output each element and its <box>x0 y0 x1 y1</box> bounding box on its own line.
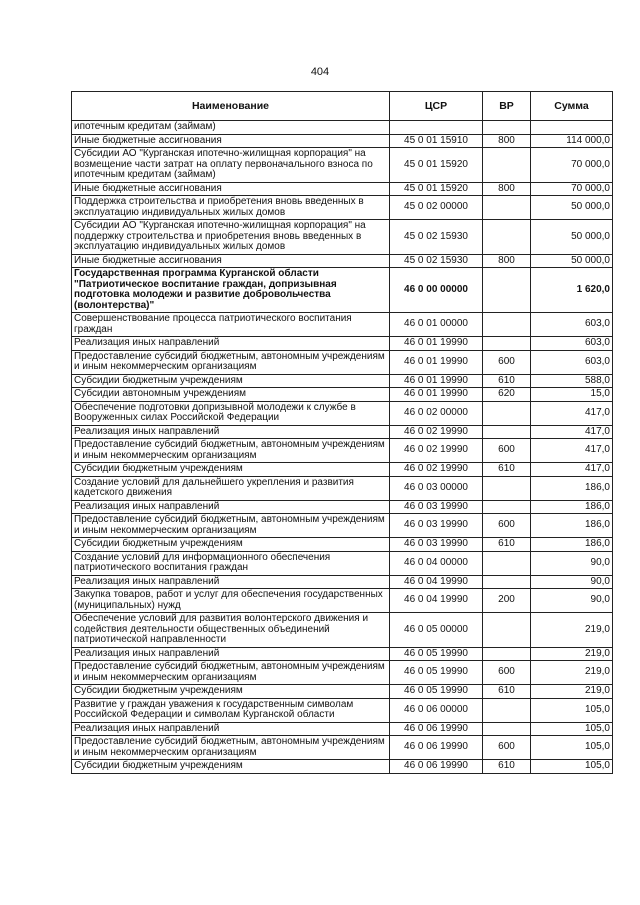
cell-sum: 186,0 <box>531 514 613 538</box>
cell-csr: 46 0 03 00000 <box>390 476 483 500</box>
table-row <box>72 350 613 374</box>
cell-vr: 610 <box>483 374 531 388</box>
cell-name: Иные бюджетные ассигнования <box>72 254 390 268</box>
cell-vr <box>483 337 531 351</box>
table-row <box>72 439 613 463</box>
cell-sum: 50 000,0 <box>531 196 613 220</box>
cell-sum: 186,0 <box>531 538 613 552</box>
table-row <box>72 613 613 648</box>
cell-name: Создание условий для дальнейшего укрепления и развития кадетского движения <box>72 476 390 500</box>
page-number: 404 <box>310 66 330 78</box>
cell-vr: 610 <box>483 538 531 552</box>
cell-name: Субсидии АО "Курганская ипотечно-жилищная корпорация" на поддержку строительства и приобретения вновь введенных в эксплуатацию индивидуальных жилых домов <box>72 220 390 255</box>
cell-sum: 186,0 <box>531 500 613 514</box>
table-row <box>72 313 613 337</box>
cell-sum: 603,0 <box>531 337 613 351</box>
cell-sum: 417,0 <box>531 425 613 439</box>
cell-vr: 610 <box>483 463 531 477</box>
table-row <box>72 476 613 500</box>
cell-sum: 105,0 <box>531 760 613 774</box>
cell-vr <box>483 575 531 589</box>
cell-sum: 90,0 <box>531 575 613 589</box>
cell-csr: 46 0 03 19990 <box>390 538 483 552</box>
cell-vr: 620 <box>483 388 531 402</box>
cell-name: Совершенствование процесса патриотического воспитания граждан <box>72 313 390 337</box>
cell-sum: 417,0 <box>531 463 613 477</box>
cell-vr: 610 <box>483 685 531 699</box>
cell-csr: 45 0 02 15930 <box>390 254 483 268</box>
cell-name: Субсидии АО "Курганская ипотечно-жилищная корпорация" на возмещение части затрат на оплату первоначального взноса по ипотечным кредитам (займам) <box>72 148 390 183</box>
cell-sum: 219,0 <box>531 685 613 699</box>
cell-name: Реализация иных направлений <box>72 337 390 351</box>
cell-csr: 46 0 05 00000 <box>390 613 483 648</box>
cell-name: Поддержка строительства и приобретения вновь введенных в эксплуатацию индивидуальных жилых домов <box>72 196 390 220</box>
cell-name: Обеспечение подготовки допризывной молодежи к службе в Вооруженных силах Российской Федерации <box>72 401 390 425</box>
cell-vr <box>483 196 531 220</box>
cell-sum: 417,0 <box>531 401 613 425</box>
cell-name: Создание условий для информационного обеспечения патриотического воспитания граждан <box>72 551 390 575</box>
cell-vr <box>483 220 531 255</box>
cell-vr: 600 <box>483 350 531 374</box>
cell-csr: 46 0 01 00000 <box>390 313 483 337</box>
cell-name: Государственная программа Курганской области "Патриотическое воспитание граждан, допризывная подготовка молодежи и развитие добровольчества (волонтерства)" <box>72 268 390 313</box>
table-row <box>72 254 613 268</box>
cell-name: Развитие у граждан уважения к государственным символам Российской Федерации и символам Курганской области <box>72 698 390 722</box>
cell-sum: 105,0 <box>531 722 613 736</box>
cell-vr: 200 <box>483 589 531 613</box>
cell-name: ипотечным кредитам (займам) <box>72 121 390 135</box>
cell-csr: 46 0 05 19990 <box>390 661 483 685</box>
table-row <box>72 736 613 760</box>
table-row <box>72 182 613 196</box>
cell-vr: 600 <box>483 661 531 685</box>
cell-csr: 46 0 01 19990 <box>390 350 483 374</box>
table-row <box>72 121 613 135</box>
cell-name: Реализация иных направлений <box>72 647 390 661</box>
table-row <box>72 220 613 255</box>
cell-name: Реализация иных направлений <box>72 425 390 439</box>
cell-sum: 15,0 <box>531 388 613 402</box>
cell-csr: 45 0 01 15920 <box>390 182 483 196</box>
cell-name: Субсидии бюджетным учреждениям <box>72 463 390 477</box>
cell-csr: 46 0 06 19990 <box>390 722 483 736</box>
budget-table <box>71 91 613 774</box>
cell-name: Предоставление субсидий бюджетным, автономным учреждениям и иным некоммерческим организациям <box>72 514 390 538</box>
cell-vr <box>483 121 531 135</box>
cell-vr: 600 <box>483 736 531 760</box>
cell-vr <box>483 722 531 736</box>
cell-vr <box>483 401 531 425</box>
cell-csr: 46 0 04 00000 <box>390 551 483 575</box>
cell-vr <box>483 647 531 661</box>
cell-vr: 800 <box>483 254 531 268</box>
cell-sum: 1 620,0 <box>531 268 613 313</box>
cell-name: Субсидии бюджетным учреждениям <box>72 374 390 388</box>
cell-sum: 50 000,0 <box>531 220 613 255</box>
table-row <box>72 575 613 589</box>
cell-vr <box>483 148 531 183</box>
cell-sum: 219,0 <box>531 661 613 685</box>
cell-vr <box>483 313 531 337</box>
header-vr: ВР <box>483 92 531 121</box>
cell-sum: 105,0 <box>531 698 613 722</box>
table-row <box>72 647 613 661</box>
table-row <box>72 551 613 575</box>
cell-csr: 46 0 03 19990 <box>390 514 483 538</box>
cell-csr: 46 0 06 19990 <box>390 736 483 760</box>
cell-name: Субсидии бюджетным учреждениям <box>72 760 390 774</box>
cell-name: Субсидии бюджетным учреждениям <box>72 685 390 699</box>
table-body <box>72 121 613 774</box>
cell-csr: 46 0 04 19990 <box>390 589 483 613</box>
cell-vr <box>483 500 531 514</box>
table-row <box>72 661 613 685</box>
cell-csr: 46 0 02 19990 <box>390 425 483 439</box>
cell-sum: 603,0 <box>531 350 613 374</box>
cell-name: Закупка товаров, работ и услуг для обеспечения государственных (муниципальных) нужд <box>72 589 390 613</box>
cell-csr: 46 0 02 19990 <box>390 463 483 477</box>
cell-csr: 46 0 05 19990 <box>390 647 483 661</box>
cell-vr <box>483 476 531 500</box>
table-row <box>72 148 613 183</box>
cell-sum: 50 000,0 <box>531 254 613 268</box>
cell-sum: 114 000,0 <box>531 134 613 148</box>
cell-sum: 417,0 <box>531 439 613 463</box>
cell-sum: 219,0 <box>531 647 613 661</box>
cell-vr <box>483 425 531 439</box>
table-row <box>72 589 613 613</box>
cell-vr: 600 <box>483 514 531 538</box>
cell-csr: 45 0 02 00000 <box>390 196 483 220</box>
cell-csr: 46 0 05 19990 <box>390 685 483 699</box>
table-row <box>72 514 613 538</box>
cell-csr: 45 0 02 15930 <box>390 220 483 255</box>
table-row <box>72 500 613 514</box>
cell-name: Субсидии бюджетным учреждениям <box>72 538 390 552</box>
cell-csr: 46 0 03 19990 <box>390 500 483 514</box>
cell-csr: 46 0 00 00000 <box>390 268 483 313</box>
header-name: Наименование <box>72 92 390 121</box>
cell-csr: 46 0 01 19990 <box>390 374 483 388</box>
cell-csr: 46 0 06 19990 <box>390 760 483 774</box>
table-row <box>72 425 613 439</box>
table-row <box>72 760 613 774</box>
cell-sum: 90,0 <box>531 589 613 613</box>
cell-name: Предоставление субсидий бюджетным, автономным учреждениям и иным некоммерческим организациям <box>72 439 390 463</box>
cell-csr: 46 0 02 19990 <box>390 439 483 463</box>
cell-sum: 603,0 <box>531 313 613 337</box>
cell-name: Реализация иных направлений <box>72 575 390 589</box>
table-row <box>72 268 613 313</box>
cell-sum: 70 000,0 <box>531 182 613 196</box>
cell-sum: 90,0 <box>531 551 613 575</box>
table-row <box>72 463 613 477</box>
cell-vr: 800 <box>483 134 531 148</box>
cell-sum: 588,0 <box>531 374 613 388</box>
cell-vr <box>483 613 531 648</box>
table-row <box>72 196 613 220</box>
cell-vr <box>483 698 531 722</box>
cell-name: Обеспечение условий для развития волонтерского движения и содействия деятельности общественных объединений патриотической направленности <box>72 613 390 648</box>
cell-name: Иные бюджетные ассигнования <box>72 182 390 196</box>
cell-sum: 219,0 <box>531 613 613 648</box>
table-row <box>72 388 613 402</box>
table-row <box>72 374 613 388</box>
cell-csr: 46 0 06 00000 <box>390 698 483 722</box>
cell-name: Предоставление субсидий бюджетным, автономным учреждениям и иным некоммерческим организациям <box>72 661 390 685</box>
cell-vr: 610 <box>483 760 531 774</box>
table-row <box>72 134 613 148</box>
cell-csr <box>390 121 483 135</box>
cell-sum <box>531 121 613 135</box>
table-header-row <box>72 92 613 121</box>
cell-sum: 186,0 <box>531 476 613 500</box>
cell-csr: 46 0 02 00000 <box>390 401 483 425</box>
cell-name: Предоставление субсидий бюджетным, автономным учреждениям и иным некоммерческим организациям <box>72 736 390 760</box>
cell-sum: 105,0 <box>531 736 613 760</box>
cell-vr <box>483 551 531 575</box>
table-row <box>72 401 613 425</box>
cell-vr <box>483 268 531 313</box>
cell-name: Реализация иных направлений <box>72 722 390 736</box>
cell-csr: 46 0 01 19990 <box>390 388 483 402</box>
table-row <box>72 685 613 699</box>
cell-name: Субсидии автономным учреждениям <box>72 388 390 402</box>
cell-csr: 46 0 04 19990 <box>390 575 483 589</box>
table-row <box>72 698 613 722</box>
header-csr: ЦСР <box>390 92 483 121</box>
cell-name: Иные бюджетные ассигнования <box>72 134 390 148</box>
cell-vr: 600 <box>483 439 531 463</box>
cell-csr: 46 0 01 19990 <box>390 337 483 351</box>
table-row <box>72 538 613 552</box>
cell-name: Реализация иных направлений <box>72 500 390 514</box>
cell-vr: 800 <box>483 182 531 196</box>
cell-name: Предоставление субсидий бюджетным, автономным учреждениям и иным некоммерческим организациям <box>72 350 390 374</box>
cell-sum: 70 000,0 <box>531 148 613 183</box>
table-row <box>72 722 613 736</box>
cell-csr: 45 0 01 15910 <box>390 134 483 148</box>
header-sum: Сумма <box>531 92 613 121</box>
cell-csr: 45 0 01 15920 <box>390 148 483 183</box>
table-row <box>72 337 613 351</box>
